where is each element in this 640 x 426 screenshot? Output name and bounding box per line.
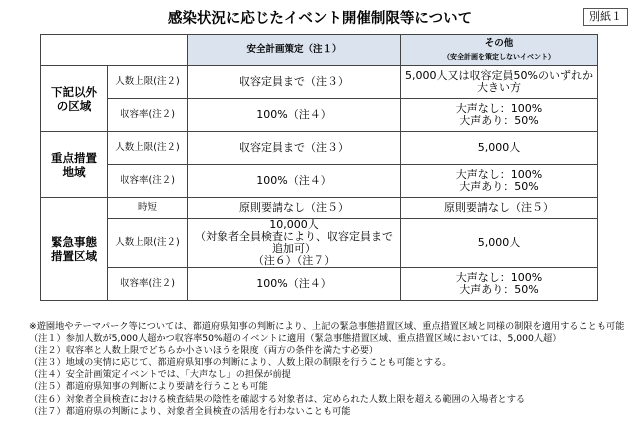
plan-cell: 100%（注４） bbox=[188, 99, 401, 132]
row-label: 人数上限(注２) bbox=[108, 66, 188, 99]
table-row bbox=[41, 132, 598, 165]
footnote: （注５）都道府県知事の判断により要請を行うことも可能 bbox=[29, 381, 268, 393]
footnote: （注１）参加人数が5,000人超かつ収容率50%超のイベントに適用（緊急事態措置区域、重点措置区域においては、5,000人超） bbox=[29, 333, 562, 345]
plan-cell: 10,000人 （対象者全員検査により、収容定員まで追加可） （注６）（注７） bbox=[188, 219, 401, 268]
row-label: 時短 bbox=[108, 198, 188, 219]
row-label: 収容率(注２) bbox=[108, 165, 188, 198]
page-title: 感染状況に応じたイベント開催制限等について bbox=[167, 11, 473, 27]
footnote: （注６）対象者全員検査における検査結果の陰性を確認する対象者は、定められた人数上限を超える範囲の入場者とする bbox=[29, 393, 526, 405]
table-header-row bbox=[41, 35, 598, 66]
table-row bbox=[41, 198, 598, 219]
attachment-tag: 別紙１ bbox=[583, 8, 628, 26]
restriction-table bbox=[40, 34, 598, 301]
header-other bbox=[401, 35, 598, 66]
plan-cell: 100%（注４） bbox=[188, 268, 401, 301]
other-cell: 5,000人又は収容定員50%のいずれか大きい方 bbox=[401, 66, 598, 99]
header-blank bbox=[41, 35, 188, 66]
row-label: 収容率(注２) bbox=[108, 99, 188, 132]
header-other-title: その他 bbox=[484, 37, 514, 49]
header-safety-plan: 安全計画策定（注１） bbox=[188, 35, 401, 66]
footnote: （注２）収容率と人数上限でどちらか小さいほうを限度（両方の条件を満たす必要） bbox=[29, 345, 379, 357]
table-row bbox=[41, 219, 598, 268]
footnotes bbox=[29, 321, 629, 418]
header-other-subtitle: （安全計画を策定しないイベント） bbox=[443, 52, 555, 61]
other-cell: 大声なし：100% 大声あり：50% bbox=[401, 99, 598, 132]
row-label: 人数上限(注２) bbox=[108, 132, 188, 165]
region-text: 重点措置 地域 bbox=[51, 150, 97, 179]
region-text: 緊急事態 措置区域 bbox=[51, 235, 97, 263]
footnote: （注４）安全計画策定イベントでは、「大声なし」の担保が前提 bbox=[29, 369, 291, 381]
table-row bbox=[41, 268, 598, 301]
footnote: （注７）都道府県の判断により、対象者全員検査の活用を行わないことも可能 bbox=[29, 405, 351, 417]
plan-cell: 原則要請なし（注５） bbox=[188, 198, 401, 219]
plan-cell: 収容定員まで（注３） bbox=[188, 132, 401, 165]
other-cell: 5,000人 bbox=[401, 219, 598, 268]
footnote: ※遊園地やテーマパーク等については、都道府県知事の判断により、上記の緊急事態措置区域、重点措置区域と同様の制限を適用することも可能 bbox=[29, 321, 625, 332]
region-label-emergency bbox=[41, 198, 108, 301]
other-cell: 原則要請なし（注５） bbox=[401, 198, 598, 219]
region-text: 下記以外 の区域 bbox=[51, 84, 97, 113]
plan-cell: 100%（注４） bbox=[188, 165, 401, 198]
table-row bbox=[41, 66, 598, 99]
other-cell: 大声なし：100% 大声あり：50% bbox=[401, 165, 598, 198]
footnote: （注３）地域の実情に応じて、都道府県知事の判断により、人数上限の制限を行うことも可能とする。 bbox=[29, 357, 452, 369]
plan-cell: 収容定員まで（注３） bbox=[188, 66, 401, 99]
other-cell: 5,000人 bbox=[401, 132, 598, 165]
other-cell: 大声なし：100% 大声あり：50% bbox=[401, 268, 598, 301]
table-row bbox=[41, 99, 598, 132]
table-row bbox=[41, 165, 598, 198]
row-label: 収容率(注２) bbox=[108, 268, 188, 301]
region-label-other bbox=[41, 66, 108, 132]
region-label-priority bbox=[41, 132, 108, 198]
row-label: 人数上限(注２) bbox=[108, 219, 188, 268]
